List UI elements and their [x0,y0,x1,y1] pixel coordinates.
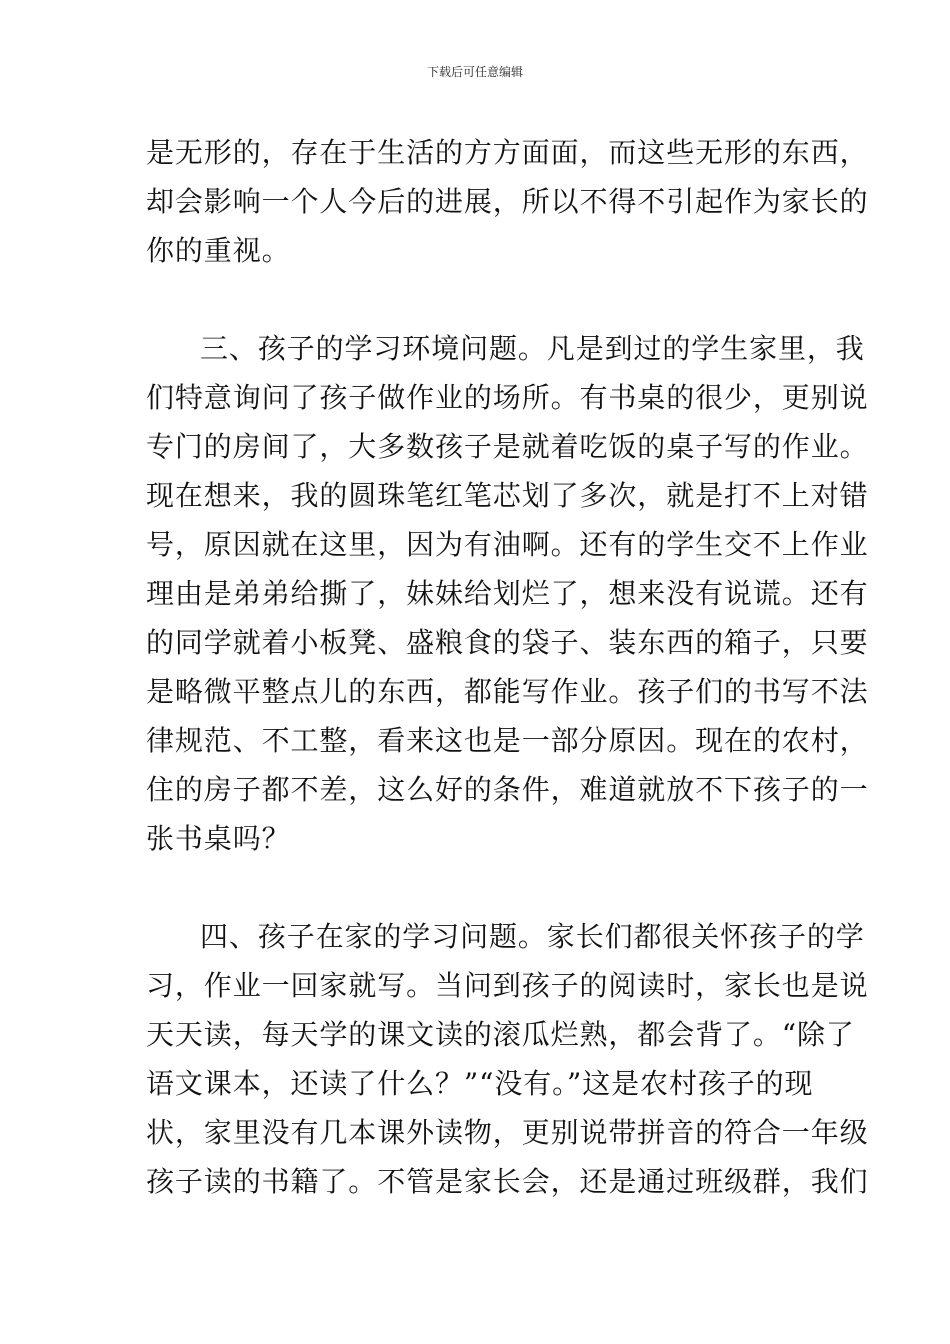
text-line: 理由是弟弟给撕了，妹妹给划烂了，想来没有说谎。还有 [146,577,869,610]
text-line: 习，作业一回家就写。当问到孩子的阅读时，家长也是说 [146,969,869,1002]
text-line: 状，家里没有几本课外读物，更别说带拼音的符合一年级 [146,1116,869,1149]
page-header: 下载后可任意编辑 [426,65,523,79]
text-line: 现在想来，我的圆珠笔红笔芯划了多次，就是打不上对错 [146,479,869,512]
text-line: 律规范、不工整，看来这也是一部分原因。现在的农村， [146,724,869,757]
text-line: 语文课本，还读了什么？”“没有。”这是农村孩子的现 [146,1067,814,1100]
text-line: 张书桌吗？ [146,822,291,855]
paragraph-spacer [146,275,806,324]
text-line: 的同学就着小板凳、盛粮食的袋子、装东西的箱子，只要 [146,626,869,659]
text-line: 们特意询问了孩子做作业的场所。有书桌的很少，更别说 [146,381,869,414]
text-line: 专门的房间了，大多数孩子是就着吃饭的桌子写的作业。 [146,430,869,463]
text-line: 却会影响一个人今后的进展，所以不得不引起作为家长的 [146,185,869,218]
text-line: 四、孩子在家的学习问题。家长们都很关怀孩子的学 [200,920,865,953]
text-line: 住的房子都不差，这么好的条件，难道就放不下孩子的一 [146,773,869,806]
paragraph-2 [146,324,869,863]
paragraph-1 [146,128,869,275]
paragraph-spacer [146,863,806,912]
document-body [146,128,869,1206]
text-line: 是略微平整点儿的东西，都能写作业。孩子们的书写不法 [146,675,869,708]
paragraph-3 [146,912,869,1206]
text-line: 天天读，每天学的课文读的滚瓜烂熟，都会背了。“除了 [146,1018,855,1051]
text-line: 号，原因就在这里，因为有油啊。还有的学生交不上作业 [146,528,869,561]
text-line: 是无形的，存在于生活的方方面面，而这些无形的东西， [146,136,869,169]
text-line: 你的重视。 [146,234,291,267]
text-line: 孩子读的书籍了。不管是家长会，还是通过班级群，我们 [146,1165,869,1198]
text-line: 三、孩子的学习环境问题。凡是到过的学生家里，我 [200,332,865,365]
